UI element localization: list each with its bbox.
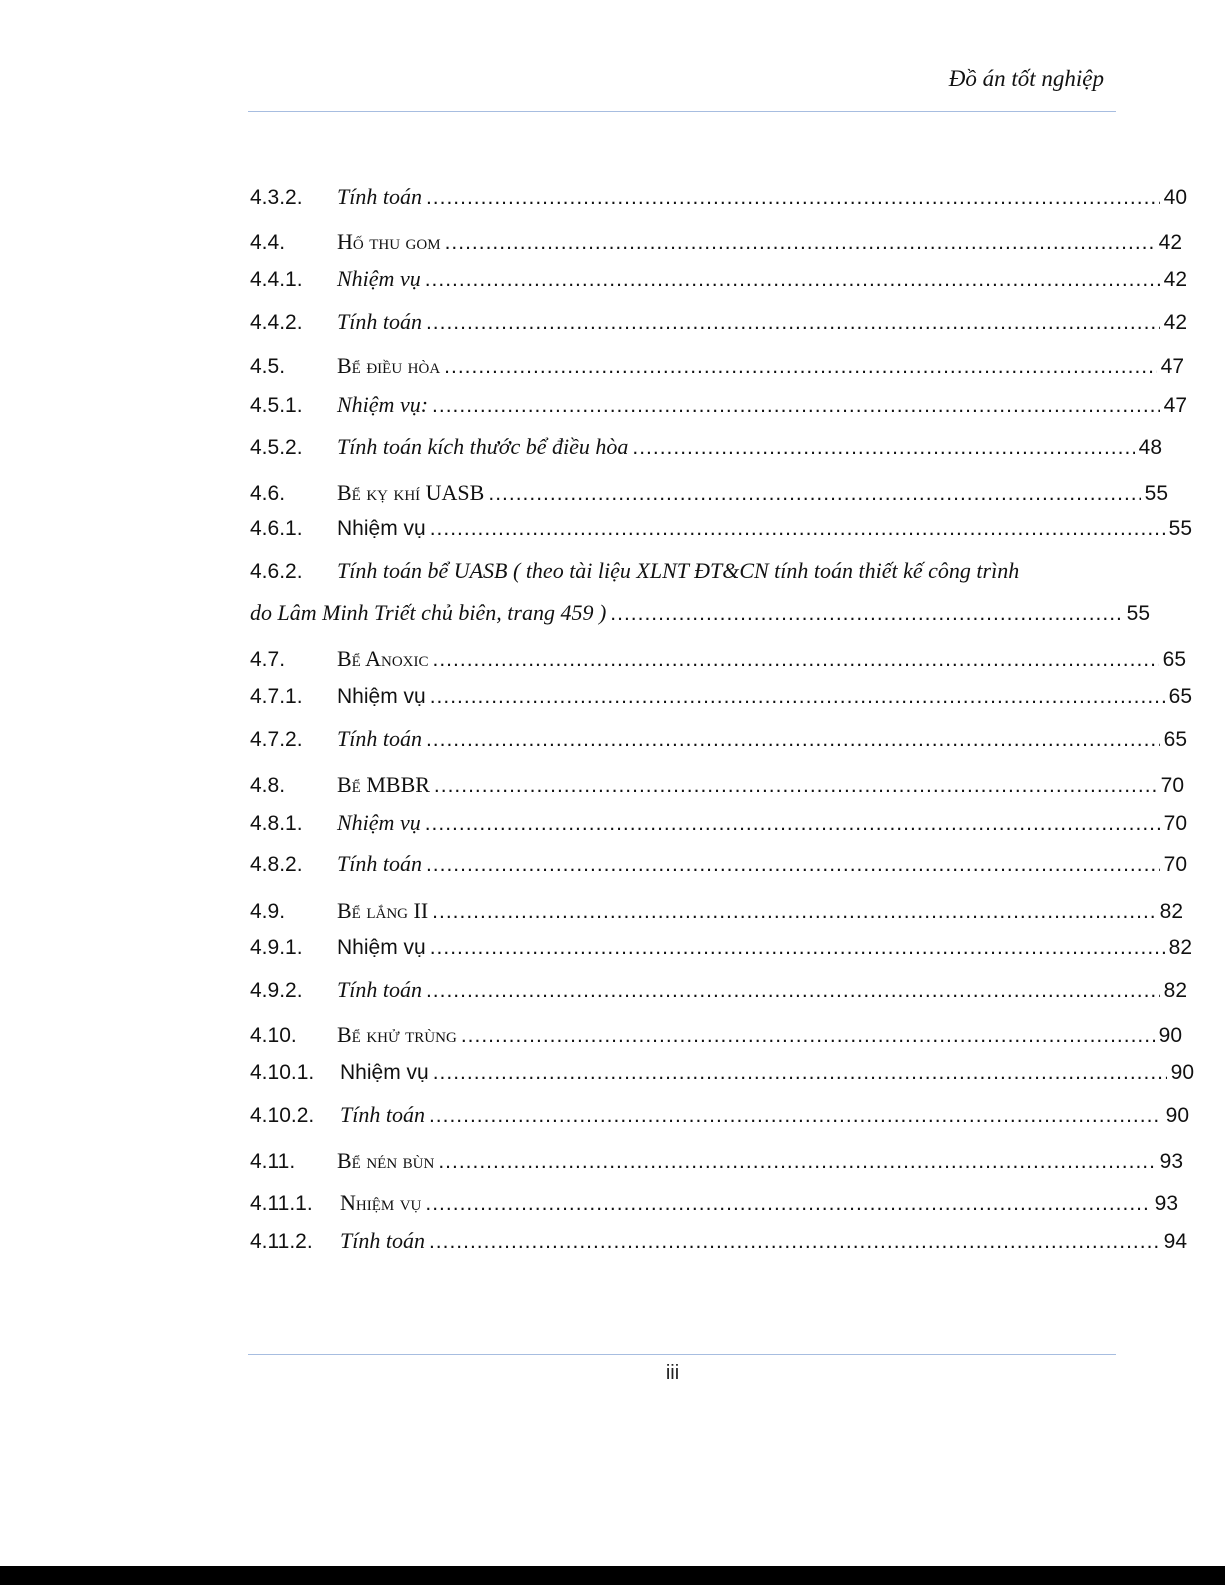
toc-entry[interactable] bbox=[250, 898, 1183, 928]
toc-page: 42 bbox=[1163, 268, 1187, 291]
toc-number: 4.8. bbox=[250, 774, 286, 797]
header-rule bbox=[248, 111, 1116, 112]
toc-page: 90 bbox=[1170, 1061, 1194, 1084]
toc-leader bbox=[426, 311, 1160, 335]
toc-leader bbox=[488, 482, 1140, 506]
toc-page: 55 bbox=[1144, 482, 1168, 505]
toc-page: 47 bbox=[1163, 394, 1187, 417]
toc-title: Tính toán kích thước bể điều hòa bbox=[337, 434, 629, 459]
toc-title: Nhiệm vụ bbox=[340, 1061, 429, 1084]
toc-title: Tính toán bbox=[340, 1228, 425, 1253]
toc-title: Nhiệm vụ bbox=[337, 517, 426, 540]
toc-entry[interactable] bbox=[250, 480, 1168, 510]
toc-number: 4.8.1. bbox=[250, 812, 303, 835]
toc-entry[interactable] bbox=[250, 1190, 1178, 1220]
toc-entry[interactable] bbox=[250, 726, 1187, 756]
toc-page: 65 bbox=[1162, 648, 1186, 671]
toc-title: Bể nén bùn bbox=[337, 1148, 435, 1173]
toc-entry[interactable] bbox=[250, 977, 1187, 1007]
toc-entry[interactable] bbox=[250, 685, 1192, 715]
toc-entry[interactable] bbox=[250, 646, 1186, 676]
toc-entry[interactable] bbox=[250, 1061, 1194, 1091]
toc-leader bbox=[432, 394, 1160, 418]
toc-leader bbox=[430, 685, 1165, 709]
toc-number: 4.8.2. bbox=[250, 853, 303, 876]
toc-title: Tính toán bbox=[337, 726, 422, 751]
toc-entry-line2[interactable] bbox=[250, 600, 1150, 630]
toc-title: Bể lắng II bbox=[337, 898, 429, 923]
toc-entry[interactable] bbox=[250, 1022, 1182, 1052]
toc-title: Bể MBBR bbox=[337, 772, 430, 797]
toc-title: Nhiệm vụ bbox=[340, 1190, 422, 1215]
toc-number: 4.9. bbox=[250, 900, 286, 923]
toc-leader bbox=[433, 1061, 1167, 1085]
toc-title: Tính toán bbox=[337, 309, 422, 334]
toc-number: 4.4. bbox=[250, 231, 286, 254]
toc-title-continued: do Lâm Minh Triết chủ biên, trang 459 ) bbox=[250, 600, 607, 625]
toc-entry[interactable] bbox=[250, 1228, 1187, 1258]
toc-entry[interactable] bbox=[250, 353, 1184, 383]
toc-page: 82 bbox=[1168, 936, 1192, 959]
toc-title: Tính toán bể UASB ( theo tài liệu XLNT ĐT&CN tính toán thiết kế công trình bbox=[337, 558, 1020, 583]
toc-number: 4.4.1. bbox=[250, 268, 303, 291]
toc-page: 94 bbox=[1163, 1230, 1187, 1253]
toc-page: 65 bbox=[1168, 685, 1192, 708]
toc-page: 82 bbox=[1163, 979, 1187, 1002]
toc-leader bbox=[426, 728, 1160, 752]
footer-rule bbox=[248, 1354, 1116, 1355]
toc-page: 55 bbox=[1168, 517, 1192, 540]
toc-leader bbox=[426, 979, 1160, 1003]
toc-entry[interactable] bbox=[250, 392, 1187, 422]
toc-leader bbox=[434, 774, 1157, 798]
toc-leader bbox=[429, 1230, 1160, 1254]
header-title: Đồ án tốt nghiệp bbox=[948, 66, 1104, 91]
toc-leader bbox=[444, 355, 1156, 379]
toc-number: 4.6.2. bbox=[250, 560, 303, 583]
toc-leader bbox=[425, 812, 1160, 836]
toc-entry[interactable] bbox=[250, 517, 1192, 547]
toc-page: 55 bbox=[1126, 602, 1150, 625]
toc-page: 93 bbox=[1154, 1192, 1178, 1215]
toc-entry[interactable] bbox=[250, 229, 1182, 259]
toc-title: Tính toán bbox=[337, 851, 422, 876]
toc-leader bbox=[425, 268, 1160, 292]
toc-page: 47 bbox=[1160, 355, 1184, 378]
toc-leader bbox=[461, 1024, 1155, 1048]
toc-title: Hố thu gom bbox=[337, 229, 441, 254]
toc-title: Bể điều hòa bbox=[337, 353, 441, 378]
toc-entry[interactable] bbox=[250, 1102, 1189, 1132]
toc-title: Nhiệm vụ bbox=[337, 685, 426, 708]
toc-page: 42 bbox=[1163, 311, 1187, 334]
toc-title: Bể Anoxic bbox=[337, 646, 429, 671]
toc-number: 4.5.2. bbox=[250, 436, 303, 459]
toc-number: 4.10. bbox=[250, 1024, 297, 1047]
toc-number: 4.3.2. bbox=[250, 186, 303, 209]
page-number: iii bbox=[665, 1362, 680, 1384]
toc-entry[interactable] bbox=[250, 184, 1187, 214]
toc-page: 70 bbox=[1163, 853, 1187, 876]
toc-title: Bể khử trùng bbox=[337, 1022, 457, 1047]
toc-entry-line1[interactable] bbox=[250, 558, 1019, 584]
toc-entry[interactable] bbox=[250, 810, 1187, 840]
toc-title: Tính toán bbox=[340, 1102, 425, 1127]
toc-entry[interactable] bbox=[250, 434, 1162, 464]
toc-entry[interactable] bbox=[250, 1148, 1183, 1178]
toc-leader bbox=[430, 936, 1165, 960]
toc-leader bbox=[426, 186, 1160, 210]
toc-leader bbox=[432, 900, 1155, 924]
toc-title: Nhiệm vụ: bbox=[337, 392, 429, 417]
toc-number: 4.7.1. bbox=[250, 685, 303, 708]
toc-page: 93 bbox=[1159, 1150, 1183, 1173]
toc-entry[interactable] bbox=[250, 851, 1187, 881]
toc-page: 42 bbox=[1158, 231, 1182, 254]
toc-entry[interactable] bbox=[250, 936, 1192, 966]
toc-title: Nhiệm vụ bbox=[337, 810, 421, 835]
toc-entry[interactable] bbox=[250, 266, 1187, 296]
toc-number: 4.10.1. bbox=[250, 1061, 315, 1084]
toc-number: 4.4.2. bbox=[250, 311, 303, 334]
toc-page: 90 bbox=[1165, 1104, 1189, 1127]
toc-number: 4.11.2. bbox=[250, 1230, 313, 1253]
toc-leader bbox=[433, 648, 1159, 672]
toc-number: 4.10.2. bbox=[250, 1104, 315, 1127]
toc-page: 40 bbox=[1163, 186, 1187, 209]
toc-leader bbox=[445, 231, 1155, 255]
toc-number: 4.6. bbox=[250, 482, 286, 505]
bottom-border bbox=[0, 1566, 1225, 1585]
toc-leader bbox=[425, 1192, 1150, 1216]
toc-entry[interactable] bbox=[250, 309, 1187, 339]
toc-leader bbox=[610, 602, 1122, 626]
toc-number: 4.6.1. bbox=[250, 517, 303, 540]
toc-page: 70 bbox=[1160, 774, 1184, 797]
toc-page: 82 bbox=[1159, 900, 1183, 923]
toc-title: Nhiệm vụ bbox=[337, 266, 421, 291]
toc-number: 4.9.2. bbox=[250, 979, 303, 1002]
toc-number: 4.11. bbox=[250, 1150, 296, 1173]
toc-leader bbox=[632, 436, 1134, 460]
toc-number: 4.9.1. bbox=[250, 936, 303, 959]
toc-leader bbox=[438, 1150, 1155, 1174]
toc-number: 4.11.1. bbox=[250, 1192, 313, 1215]
toc-title: Tính toán bbox=[337, 977, 422, 1002]
toc-page: 48 bbox=[1138, 436, 1162, 459]
toc-title: Bể kỵ khí UASB bbox=[337, 480, 485, 505]
toc-leader bbox=[426, 853, 1160, 877]
toc-page: 90 bbox=[1158, 1024, 1182, 1047]
toc-number: 4.7. bbox=[250, 648, 286, 671]
toc-number: 4.5. bbox=[250, 355, 286, 378]
toc-title: Nhiệm vụ bbox=[337, 936, 426, 959]
toc-number: 4.5.1. bbox=[250, 394, 303, 417]
toc-page: 65 bbox=[1163, 728, 1187, 751]
toc-number: 4.7.2. bbox=[250, 728, 303, 751]
toc-page: 70 bbox=[1163, 812, 1187, 835]
toc-title: Tính toán bbox=[337, 184, 422, 209]
toc-leader bbox=[430, 517, 1165, 541]
toc-leader bbox=[429, 1104, 1162, 1128]
toc-entry[interactable] bbox=[250, 772, 1184, 802]
